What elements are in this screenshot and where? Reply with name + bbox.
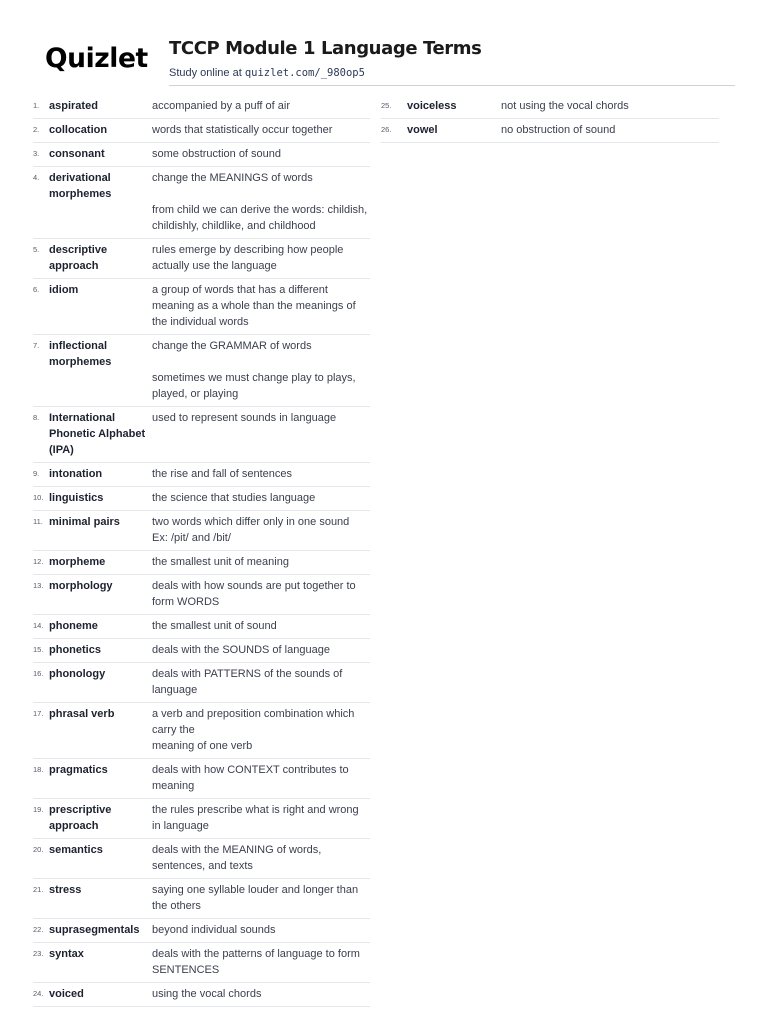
term-definition: used to represent sounds in language — [152, 412, 337, 424]
term-row — [33, 95, 370, 119]
term-definition: not using the vocal chords — [501, 100, 629, 112]
term-row — [33, 639, 370, 663]
term-number: 18. — [33, 765, 44, 774]
term-word: phoneme — [49, 620, 98, 632]
term-definition: the science that studies language — [152, 492, 316, 504]
term-word: morpheme — [49, 556, 106, 568]
term-word: derivational morphemes — [49, 172, 112, 200]
term-row — [33, 143, 370, 167]
term-definition: the rules prescribe what is right and wrong in language — [152, 804, 359, 832]
term-definition: deals with how CONTEXT contributes to meaning — [152, 764, 349, 792]
term-row — [33, 335, 370, 407]
header — [0, 0, 768, 90]
study-online-link[interactable]: quizlet.com/_980op5 — [244, 67, 365, 79]
term-word: suprasegmentals — [49, 924, 140, 936]
term-definition: deals with the SOUNDS of language — [152, 644, 330, 656]
term-number: 19. — [33, 805, 44, 814]
term-definition: change the MEANINGS of words from child we can derive the words: childish, childishly, childlike, and childhood — [152, 172, 368, 232]
term-definition: the smallest unit of meaning — [152, 556, 289, 568]
term-definition: the rise and fall of sentences — [152, 468, 293, 480]
term-number: 20. — [33, 845, 44, 854]
term-definition: rules emerge by describing how people actually use the language — [152, 244, 344, 272]
term-number: 17. — [33, 709, 44, 718]
term-number: 22. — [33, 925, 44, 934]
terms-column-left — [33, 95, 370, 1007]
term-row — [33, 551, 370, 575]
quizlet-logo[interactable]: Quizlet — [45, 43, 148, 74]
term-definition: no obstruction of sound — [501, 124, 616, 136]
term-word: phonetics — [49, 644, 101, 656]
term-number: 7. — [33, 341, 40, 350]
term-number: 12. — [33, 557, 44, 566]
term-definition: words that statistically occur together — [152, 124, 333, 136]
term-word: phrasal verb — [49, 708, 115, 720]
term-word: voiced — [49, 988, 84, 1000]
term-row — [33, 463, 370, 487]
header-divider — [169, 85, 735, 86]
term-row — [33, 759, 370, 799]
term-definition: using the vocal chords — [152, 988, 262, 1000]
term-number: 14. — [33, 621, 44, 630]
term-definition: the smallest unit of sound — [152, 620, 277, 632]
term-number: 10. — [33, 493, 44, 502]
term-number: 8. — [33, 413, 40, 422]
term-number: 2. — [33, 125, 40, 134]
term-row — [33, 663, 370, 703]
term-definition: a group of words that has a different meaning as a whole than the meanings of the individual words — [152, 284, 356, 328]
term-definition: accompanied by a puff of air — [152, 100, 290, 112]
study-online-line — [169, 65, 365, 81]
term-word: linguistics — [49, 492, 104, 504]
term-row — [33, 511, 370, 551]
term-word: morphology — [49, 580, 113, 592]
term-number: 4. — [33, 173, 40, 182]
term-number: 26. — [381, 125, 392, 134]
term-row — [33, 919, 370, 943]
term-row — [33, 167, 370, 239]
term-row — [33, 839, 370, 879]
term-row — [33, 879, 370, 919]
term-number: 15. — [33, 645, 44, 654]
term-word: semantics — [49, 844, 103, 856]
term-number: 9. — [33, 469, 40, 478]
term-word: prescriptive approach — [49, 804, 112, 832]
term-row — [33, 799, 370, 839]
term-row — [33, 239, 370, 279]
term-word: vowel — [407, 124, 438, 136]
term-definition: deals with the MEANING of words, sentences, and texts — [152, 844, 322, 872]
term-word: inflectional morphemes — [49, 340, 112, 368]
term-row — [33, 615, 370, 639]
term-number: 21. — [33, 885, 44, 894]
term-word: descriptive approach — [49, 244, 108, 272]
term-row — [381, 119, 719, 143]
terms-column-right — [381, 95, 719, 143]
term-word: consonant — [49, 148, 105, 160]
term-number: 1. — [33, 101, 40, 110]
term-number: 13. — [33, 581, 44, 590]
term-word: idiom — [49, 284, 79, 296]
term-word: phonology — [49, 668, 106, 680]
term-word: collocation — [49, 124, 108, 136]
term-row — [381, 95, 719, 119]
term-number: 5. — [33, 245, 40, 254]
term-definition: change the GRAMMAR of words sometimes we must change play to plays, played, or playing — [152, 340, 356, 400]
term-row — [33, 703, 370, 759]
term-word: International Phonetic Alphabet (IPA) — [49, 412, 146, 456]
term-row — [33, 943, 370, 983]
term-definition: deals with the patterns of language to form SENTENCES — [152, 948, 360, 976]
term-number: 25. — [381, 101, 392, 110]
term-number: 6. — [33, 285, 40, 294]
term-row — [33, 487, 370, 511]
term-definition: some obstruction of sound — [152, 148, 282, 160]
term-word: intonation — [49, 468, 103, 480]
study-online-label: Study online at — [169, 67, 245, 79]
term-definition: deals with how sounds are put together to form WORDS — [152, 580, 356, 608]
term-definition: saying one syllable louder and longer than the others — [152, 884, 359, 912]
term-number: 16. — [33, 669, 44, 678]
term-word: voiceless — [407, 100, 457, 112]
term-row — [33, 983, 370, 1007]
term-number: 11. — [33, 517, 43, 526]
term-word: minimal pairs — [49, 516, 120, 528]
term-row — [33, 279, 370, 335]
term-definition: deals with PATTERNS of the sounds of language — [152, 668, 343, 696]
term-number: 3. — [33, 149, 40, 158]
term-word: pragmatics — [49, 764, 108, 776]
term-word: stress — [49, 884, 82, 896]
term-row — [33, 407, 370, 463]
term-word: syntax — [49, 948, 84, 960]
term-definition: two words which differ only in one sound Ex: /pit/ and /bit/ — [152, 516, 350, 544]
term-definition: a verb and preposition combination which carry the meaning of one verb — [152, 708, 355, 752]
term-word: aspirated — [49, 100, 98, 112]
term-number: 23. — [33, 949, 44, 958]
term-row — [33, 119, 370, 143]
term-number: 24. — [33, 989, 44, 998]
term-definition: beyond individual sounds — [152, 924, 276, 936]
term-row — [33, 575, 370, 615]
page-title: TCCP Module 1 Language Terms — [169, 38, 482, 59]
